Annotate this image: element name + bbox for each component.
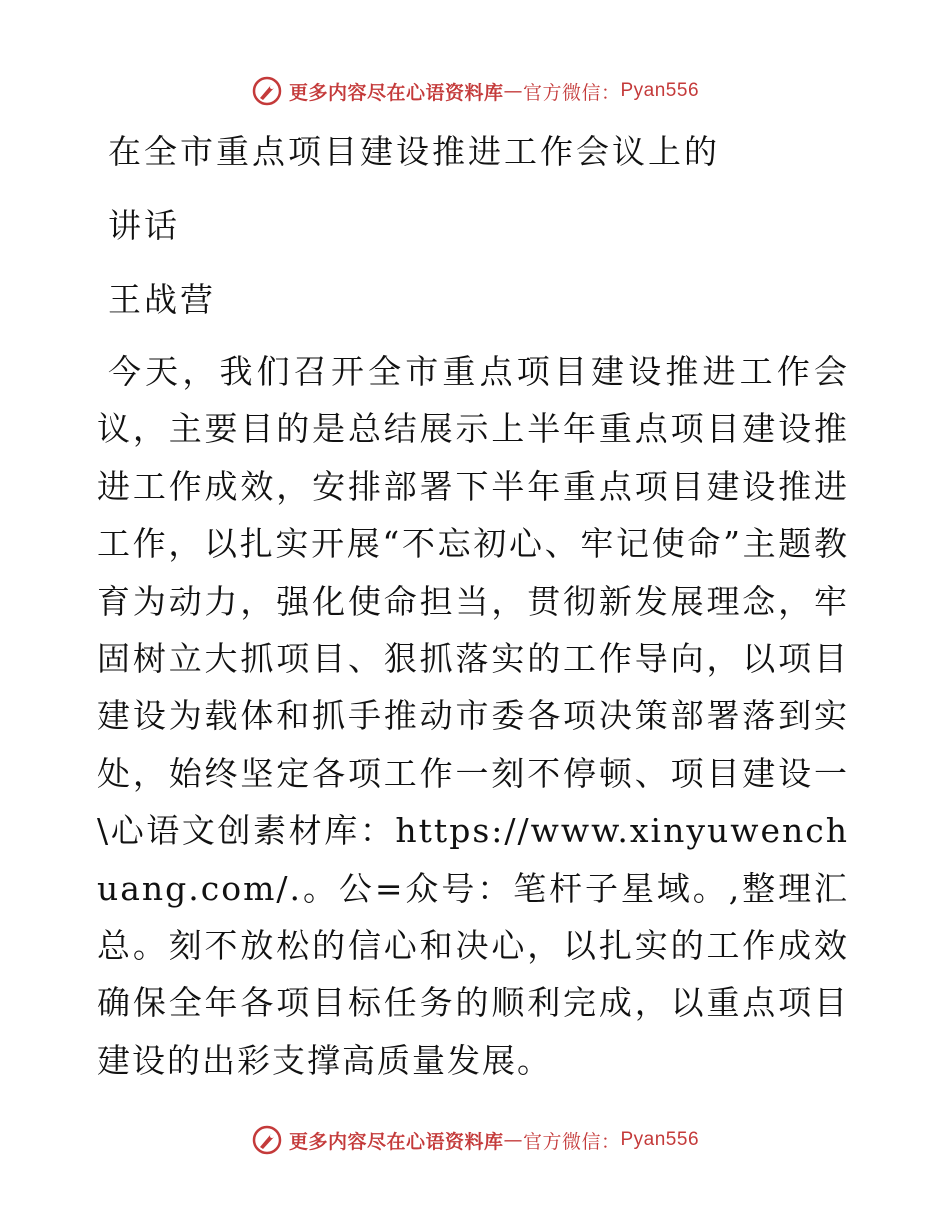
watermark-brand: 更多内容尽在心语资料库	[288, 81, 504, 104]
pen-nib-logo-icon	[251, 75, 283, 107]
watermark-dash: —	[503, 1129, 523, 1151]
watermark-official-label: 官方微信：	[522, 81, 621, 104]
watermark-wechat-id: Pyan556	[620, 80, 700, 101]
document-paragraph: 今天，我们召开全市重点项目建设推进工作会议，主要目的是总结展示上半年重点项目建设推进工作成效，安排部署下半年重点项目建设推进工作，以扎实开展“不忘初心、牢记使命”主题教育为动力，强化使命担当，贯彻新发展理念，牢固树立大抓项目、狠抓落实的工作导向，以项目建设为载体和抓手推动市委各项决策部署落到实处，始终坚定各项工作一刻不停顿、项目建设一\心语文创素材库：https://www.xinyuwenchuang.com/.。公=众号：笔杆子星域。,整理汇总。刻不放松的信心和决心，以扎实的工作成效确保全年各项目标任务的顺利完成，以重点项目建设的出彩支撑高质量发展。	[97, 352, 849, 1080]
watermark-banner-bottom	[0, 1122, 950, 1158]
pen-nib-logo-icon	[251, 1124, 283, 1156]
document-title-line-1: 在全市重点项目建设推进工作会议上的	[108, 132, 720, 171]
document-title-line-2: 讲话	[108, 206, 180, 245]
watermark-banner-top	[0, 73, 950, 109]
watermark-dash: —	[503, 80, 523, 102]
watermark-wechat-id: Pyan556	[620, 1129, 700, 1150]
watermark-official-label: 官方微信：	[522, 1130, 621, 1153]
watermark-brand: 更多内容尽在心语资料库	[288, 1130, 504, 1153]
document-author: 王战营	[108, 280, 216, 319]
